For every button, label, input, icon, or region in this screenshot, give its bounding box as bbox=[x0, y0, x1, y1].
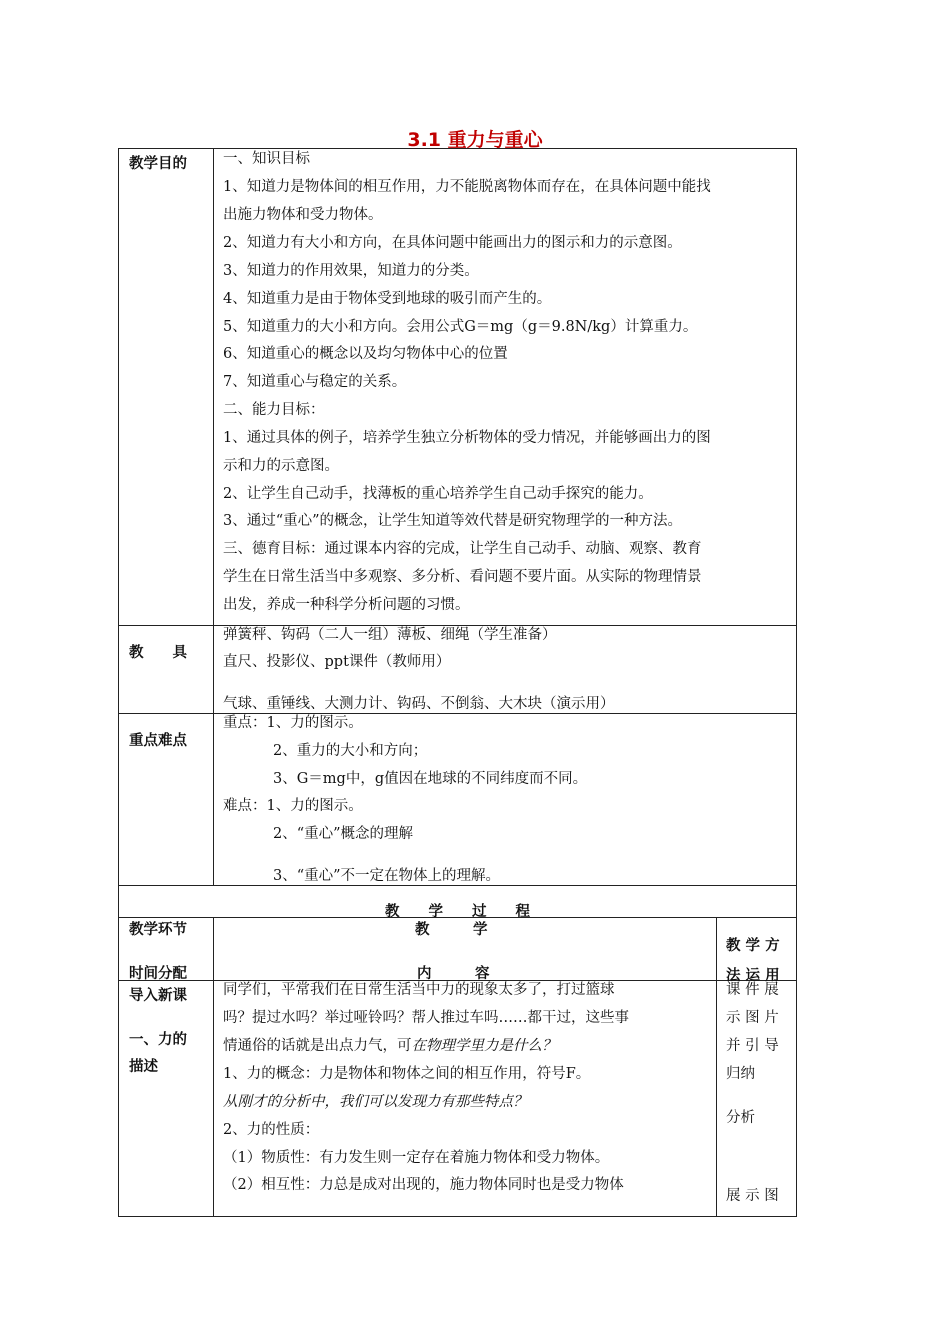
content-line: （2）相互性：力总是成对出现的，施力物体同时也是受力物体 bbox=[223, 1177, 624, 1193]
method-line: 归纳 bbox=[726, 1066, 755, 1082]
keypoints-label: 重点难点 bbox=[129, 733, 187, 749]
objectives-label: 教学目的 bbox=[129, 156, 187, 172]
method-line: 展 示 图 bbox=[726, 1188, 779, 1204]
objective-line: 3、知道力的作用效果，知道力的分类。 bbox=[223, 263, 479, 279]
objective-line: 3、通过“重心”的概念，让学生知道等效代替是研究物理学的一种方法。 bbox=[223, 513, 683, 529]
tools-line: 气球、重锤线、大测力计、钩码、不倒翁、大木块（演示用） bbox=[223, 696, 615, 712]
objective-line: 7、知道重心与稳定的关系。 bbox=[223, 374, 407, 390]
method-line: 课 件 展 bbox=[726, 982, 779, 998]
content-line: 1、力的概念：力是物体和物体之间的相互作用，符号F。 bbox=[223, 1066, 591, 1082]
tools-line: 直尺、投影仪、ppt课件（教师用） bbox=[223, 654, 451, 670]
column-header-stage: 教学环节 bbox=[129, 922, 187, 938]
column-divider bbox=[213, 149, 214, 885]
stage-line: 描述 bbox=[129, 1059, 158, 1075]
column-header-method: 法 运 用 bbox=[726, 968, 780, 984]
column-header-content: 教 学 bbox=[415, 922, 488, 938]
course-info-table bbox=[118, 148, 797, 886]
objective-line: 出施力物体和受力物体。 bbox=[223, 207, 383, 223]
method-line: 并 引 导 bbox=[726, 1038, 779, 1054]
content-line: 2、力的性质： bbox=[223, 1122, 320, 1138]
process-header-row bbox=[118, 885, 797, 918]
column-divider bbox=[716, 918, 717, 1216]
column-divider bbox=[213, 918, 214, 1216]
process-header: 教 学 过 程 bbox=[385, 904, 530, 920]
content-line bbox=[223, 1036, 557, 1056]
objective-line: 1、通过具体的例子，培养学生独立分析物体的受力情况，并能够画出力的图 bbox=[223, 430, 711, 446]
objective-line: 2、知道力有大小和方向，在具体问题中能画出力的图示和力的示意图。 bbox=[223, 235, 682, 251]
content-line: 吗？提过水吗？举过哑铃吗？帮人推过车吗……都干过，这些事 bbox=[223, 1010, 629, 1026]
objective-line: 一、知识目标 bbox=[223, 151, 310, 167]
keypoint-line: 难点：1、力的图示。 bbox=[223, 798, 363, 814]
keypoint-line: 2、“重心”概念的理解 bbox=[273, 826, 414, 842]
content-line: （1）物质性：有力发生则一定存在着施力物体和受力物体。 bbox=[223, 1150, 610, 1166]
objective-line: 示和力的示意图。 bbox=[223, 458, 339, 474]
column-header-time: 时间分配 bbox=[129, 966, 187, 982]
objective-line: 三、德育目标：通过课本内容的完成，让学生自己动手、动脑、观察、教育 bbox=[223, 541, 702, 557]
objective-line: 二、能力目标： bbox=[223, 402, 325, 418]
content-line: 同学们，平常我们在日常生活当中力的现象太多了，打过篮球 bbox=[223, 982, 615, 998]
content-text: 情通俗的话就是出点力气，可 bbox=[223, 1038, 412, 1054]
keypoint-line: 3、G＝mg中，g值因在地球的不同纬度而不同。 bbox=[273, 771, 588, 787]
tools-line: 弹簧秤、钩码（二人一组）薄板、细绳（学生准备） bbox=[223, 627, 557, 643]
stage-line: 一、力的 bbox=[129, 1032, 187, 1048]
content-line: 从刚才的分析中，我们可以发现力有那些特点？ bbox=[223, 1094, 528, 1110]
keypoint-line: 重点：1、力的图示。 bbox=[223, 715, 363, 731]
tools-label: 教 具 bbox=[129, 645, 187, 661]
objective-line: 出发，养成一种科学分析问题的习惯。 bbox=[223, 597, 470, 613]
keypoint-line: 3、“重心”不一定在物体上的理解。 bbox=[273, 868, 501, 884]
objective-line: 5、知道重力的大小和方向。会用公式G＝mg（g＝9.8N/kg）计算重力。 bbox=[223, 319, 698, 335]
column-header-content: 内 容 bbox=[417, 966, 490, 982]
method-line: 分析 bbox=[726, 1110, 755, 1126]
method-line: 示 图 片 bbox=[726, 1010, 779, 1026]
objective-line: 1、知道力是物体间的相互作用，力不能脱离物体而存在，在具体问题中能找 bbox=[223, 179, 711, 195]
objective-line: 4、知道重力是由于物体受到地球的吸引而产生的。 bbox=[223, 291, 552, 307]
column-header-method: 教 学 方 bbox=[726, 938, 780, 954]
process-table bbox=[118, 917, 797, 1217]
content-question: 在物理学里力是什么？ bbox=[411, 1038, 557, 1054]
objective-line: 学生在日常生活当中多观察、多分析、看问题不要片面。从实际的物理情景 bbox=[223, 569, 702, 585]
stage-line: 导入新课 bbox=[129, 988, 187, 1004]
objective-line: 2、让学生自己动手，找薄板的重心培养学生自己动手探究的能力。 bbox=[223, 486, 653, 502]
keypoint-line: 2、重力的大小和方向； bbox=[273, 743, 428, 759]
objective-line: 6、知道重心的概念以及均匀物体中心的位置 bbox=[223, 346, 508, 362]
page-title: 3.1 重力与重心 bbox=[407, 129, 543, 151]
